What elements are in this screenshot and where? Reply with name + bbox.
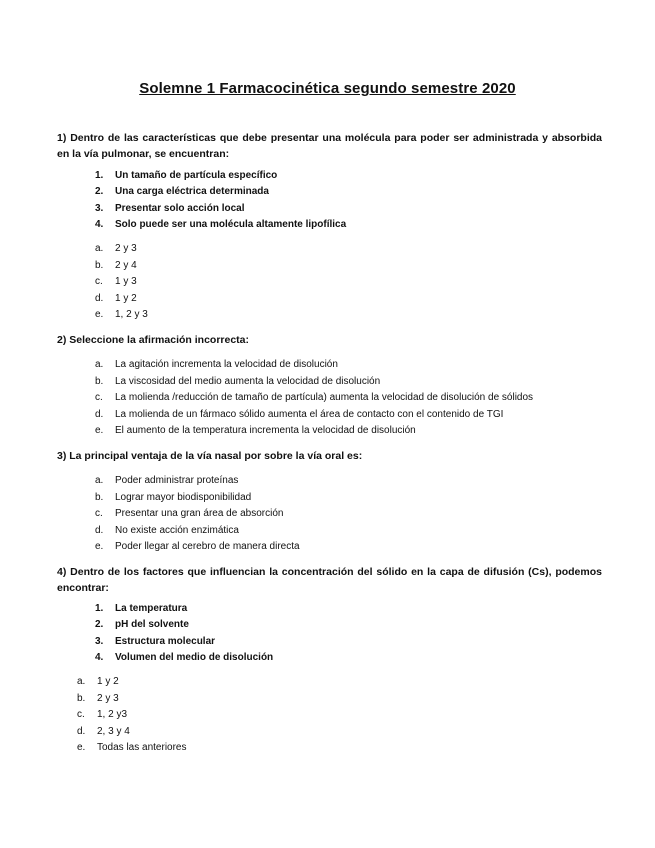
question-text: Dentro de las características que debe presentar una molécula para poder ser administrada y absorbida en la vía pulmonar, se encuentran: — [57, 132, 603, 160]
question-text: Seleccione la afirmación incorrecta: — [69, 334, 250, 346]
question-1 — [57, 130, 602, 162]
question-2 — [57, 332, 602, 348]
question-number: 3) — [57, 450, 67, 462]
exam-page: Solemne 1 Farmacocinética segundo semestre 2020 1) Dentro de las características que debe presentar una molécula para poder ser administrada y absorbida en la vía pulmonar, se encuentran: 1. Un tamaño de partícula específico 2. Una carga eléctrica determinada 3. Presentar solo acción local 4. Solo puede ser una molécula altamente lipofílica a. 2 y 3 b. 2 y 4 c. 1 y 3 d. 1 y 2 e. 1, 2 y 3 2) Seleccione la afirmación incorrecta: a. La agitación incrementa la velocidad de disolución b. La viscosidad del medio aumenta la velocidad de disolución c. La molienda /reducción de tamaño de partícula) aumenta la velocidad de disolución de sólidos d. La molienda de un fármaco sólido aumenta el área de contacto con el contenido de TGI e. El aumento de la temperatura incrementa la velocidad de disolución 3) La principal ventaja de la vía nasal por sobre la vía oral es: a. Poder administrar proteínas b. Lograr mayor biodisponibilidad c. Presentar una gran área de absorción d. No existe acción enzimática e. Poder llegar al cerebro de manera directa 4) Dentro de los factores que influencian la concentración del sólido en la capa de difusión (Cs), podemos encontrar: 1. La temperatura 2. pH del solvente 3. Estructura molecular 4. Volumen del medio de disolución a. 1 y 2 b. 2 y 3 c. 1, 2 y3 d. 2, 3 y 4 e. Todas las anteriores — [0, 0, 655, 848]
question-number: 1) — [57, 132, 67, 144]
question-3 — [57, 448, 602, 464]
document-title: Solemne 1 Farmacocinética segundo semestre 2020 — [139, 80, 516, 97]
question-text: Dentro de los factores que influencian la concentración del sólido en la capa de difusión (Cs), podemos encontrar: — [57, 566, 602, 594]
question-number: 2) — [57, 334, 67, 346]
question-text: La principal ventaja de la vía nasal por sobre la vía oral es: — [69, 450, 363, 462]
question-4 — [57, 564, 602, 596]
question-number: 4) — [57, 566, 67, 578]
